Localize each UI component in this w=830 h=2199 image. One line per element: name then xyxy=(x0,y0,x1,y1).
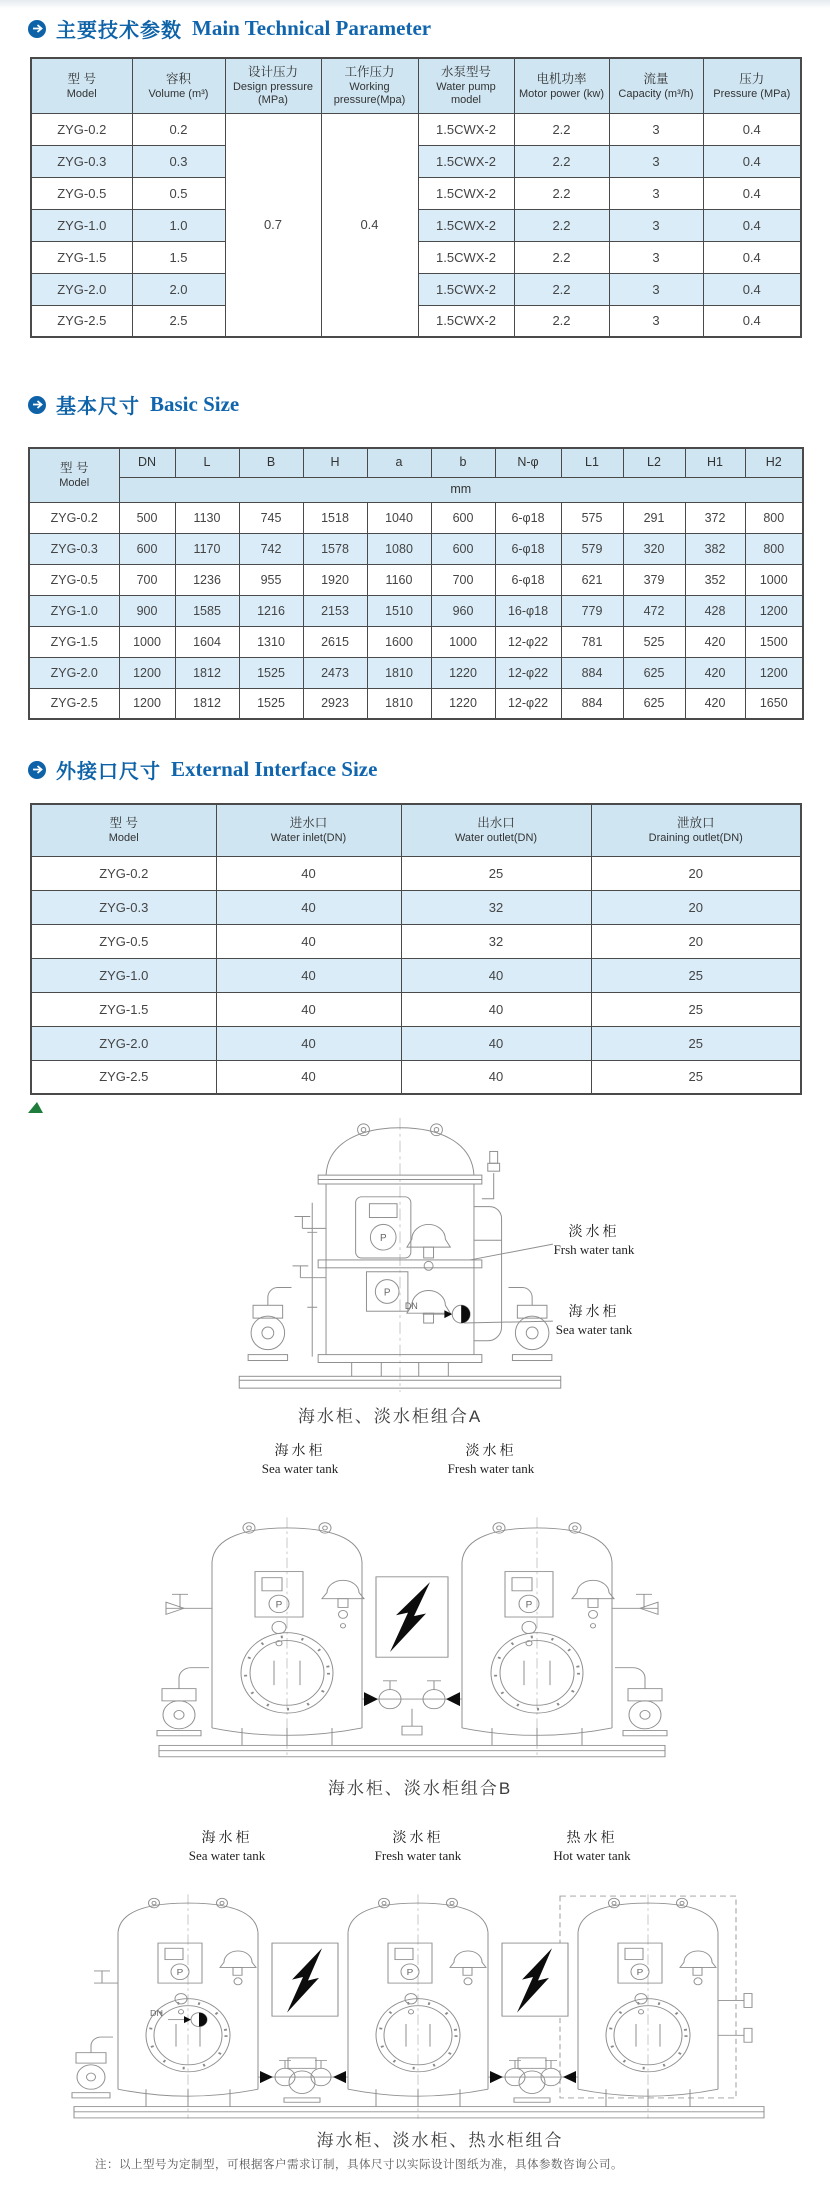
cell: 0.4 xyxy=(703,177,801,209)
cell: 3 xyxy=(609,177,703,209)
cell-design-pressure-merged: 0.7 xyxy=(225,113,321,337)
cell: 700 xyxy=(431,564,495,595)
cell: 884 xyxy=(561,688,623,719)
cell: ZYG-2.0 xyxy=(29,657,119,688)
cell: 781 xyxy=(561,626,623,657)
diagram-a-caption: 海水柜、淡水柜组合A xyxy=(297,1407,483,1426)
cell: 32 xyxy=(401,924,591,958)
cell: 1200 xyxy=(745,657,803,688)
section-title-zh: 基本尺寸 xyxy=(56,396,140,418)
table-row xyxy=(29,502,803,533)
cell: ZYG-2.0 xyxy=(31,273,132,305)
cell: 0.2 xyxy=(132,113,225,145)
cell: 2.2 xyxy=(514,209,609,241)
col-header-design-pressure: 设计压力 Design pressure (MPa) xyxy=(225,58,321,113)
cell: 420 xyxy=(685,688,745,719)
cell: 600 xyxy=(431,502,495,533)
hot-water-tank-label: 热水柜 Hot water tank xyxy=(553,1831,631,1864)
section-bullet-icon xyxy=(28,396,46,414)
col-header: H2 xyxy=(745,448,803,477)
cell: 1812 xyxy=(175,657,239,688)
cell: 40 xyxy=(401,992,591,1026)
cell: 800 xyxy=(745,533,803,564)
cell: 955 xyxy=(239,564,303,595)
cell: 0.4 xyxy=(703,145,801,177)
cell: 12-φ22 xyxy=(495,657,561,688)
cell: 3 xyxy=(609,305,703,337)
cell: 1525 xyxy=(239,657,303,688)
cell: 1000 xyxy=(119,626,175,657)
cell: 40 xyxy=(216,924,401,958)
cell: 779 xyxy=(561,595,623,626)
table-row xyxy=(29,564,803,595)
cell: 2.2 xyxy=(514,145,609,177)
section-bullet-icon xyxy=(28,761,46,779)
section-heading-main-parameters xyxy=(28,14,431,43)
cell: ZYG-1.0 xyxy=(31,209,132,241)
cell: 1810 xyxy=(367,688,431,719)
col-header-model: 型 号 Model xyxy=(31,58,132,113)
cell: 2153 xyxy=(303,595,367,626)
cell: 500 xyxy=(119,502,175,533)
cell: 1160 xyxy=(367,564,431,595)
svg-text:P: P xyxy=(406,1967,414,1978)
cell: 2923 xyxy=(303,688,367,719)
cell: 742 xyxy=(239,533,303,564)
cell: 1585 xyxy=(175,595,239,626)
cell: 40 xyxy=(401,1060,591,1094)
cell: 745 xyxy=(239,502,303,533)
section-title-zh: 外接口尺寸 xyxy=(56,761,161,783)
cell: 3 xyxy=(609,209,703,241)
cell: 25 xyxy=(591,992,801,1026)
diagram-combination-b xyxy=(102,1443,727,1771)
table-row xyxy=(29,657,803,688)
cell: 2.2 xyxy=(514,177,609,209)
cell: 20 xyxy=(591,890,801,924)
svg-text:P: P xyxy=(383,1287,391,1299)
cell: 2615 xyxy=(303,626,367,657)
cell: 2.2 xyxy=(514,241,609,273)
cell: 1220 xyxy=(431,688,495,719)
cell: 40 xyxy=(216,890,401,924)
table-row xyxy=(29,626,803,657)
cell: 3 xyxy=(609,113,703,145)
col-header: H xyxy=(303,448,367,477)
col-header-capacity: 流量 Capacity (m³/h) xyxy=(609,58,703,113)
table-header-row xyxy=(31,58,801,113)
cell: 372 xyxy=(685,502,745,533)
fresh-water-tank-label: 淡水柜 Frsh water tank xyxy=(553,1225,635,1258)
col-header: B xyxy=(239,448,303,477)
green-triangle-marker xyxy=(28,1102,43,1113)
cell: ZYG-1.5 xyxy=(31,241,132,273)
cell: 320 xyxy=(623,533,685,564)
cell: 1.5 xyxy=(132,241,225,273)
cell: 1500 xyxy=(745,626,803,657)
cell: ZYG-0.5 xyxy=(31,924,216,958)
fresh-water-tank-label: 淡水柜 Fresh water tank xyxy=(374,1831,462,1864)
cell: ZYG-0.2 xyxy=(31,113,132,145)
col-header: b xyxy=(431,448,495,477)
svg-text:P: P xyxy=(636,1967,644,1978)
cell: 1525 xyxy=(239,688,303,719)
cell: 420 xyxy=(685,626,745,657)
cell: 0.3 xyxy=(132,145,225,177)
cell: 884 xyxy=(561,657,623,688)
cell: 0.4 xyxy=(703,305,801,337)
cell: 900 xyxy=(119,595,175,626)
table-header-row xyxy=(29,448,803,477)
cell: ZYG-2.5 xyxy=(31,305,132,337)
cell: 6-φ18 xyxy=(495,502,561,533)
cell: 1000 xyxy=(745,564,803,595)
cell: 1.5CWX-2 xyxy=(418,113,514,145)
table-row xyxy=(31,992,801,1026)
cell: 6-φ18 xyxy=(495,533,561,564)
col-header-volume: 容积 Volume (m³) xyxy=(132,58,225,113)
table-row xyxy=(31,113,801,145)
cell: 25 xyxy=(591,958,801,992)
cell: ZYG-0.2 xyxy=(29,502,119,533)
main-parameter-table xyxy=(30,57,802,338)
cell: 32 xyxy=(401,890,591,924)
cell: 1310 xyxy=(239,626,303,657)
cell: 800 xyxy=(745,502,803,533)
cell: 3 xyxy=(609,273,703,305)
cell: 2.5 xyxy=(132,305,225,337)
cell: 352 xyxy=(685,564,745,595)
cell: 0.4 xyxy=(703,273,801,305)
cell: 600 xyxy=(431,533,495,564)
sea-water-tank-label: 海水柜 Sea water tank xyxy=(261,1444,339,1477)
cell: 1.5CWX-2 xyxy=(418,273,514,305)
cell: 0.4 xyxy=(703,113,801,145)
fresh-water-tank-label: 淡水柜 Fresh water tank xyxy=(447,1444,535,1477)
sea-water-tank-label: 海水柜 Sea water tank xyxy=(555,1305,633,1338)
cell: 1200 xyxy=(119,688,175,719)
table-row xyxy=(29,533,803,564)
col-header-water-outlet: 出水口 Water outlet(DN) xyxy=(401,804,591,856)
cell: 1040 xyxy=(367,502,431,533)
col-header-model: 型 号 Model xyxy=(29,448,119,502)
table-row xyxy=(31,1026,801,1060)
cell: 40 xyxy=(216,992,401,1026)
col-header-draining-outlet: 泄放口 Draining outlet(DN) xyxy=(591,804,801,856)
svg-text:P: P xyxy=(525,1599,533,1610)
cell: 579 xyxy=(561,533,623,564)
cell: ZYG-0.5 xyxy=(29,564,119,595)
cell: ZYG-2.5 xyxy=(29,688,119,719)
cell: 1.5CWX-2 xyxy=(418,209,514,241)
cell: 2.2 xyxy=(514,273,609,305)
cell: 12-φ22 xyxy=(495,688,561,719)
section-title-en: Main Technical Parameter xyxy=(192,16,432,40)
tank-drawing-b xyxy=(102,1479,727,1769)
col-header: N-φ xyxy=(495,448,561,477)
sea-water-tank-label: 海水柜 Sea water tank xyxy=(188,1831,266,1864)
cell: 525 xyxy=(623,626,685,657)
cell: 1170 xyxy=(175,533,239,564)
section-heading-external-interface xyxy=(28,755,377,784)
cell: 2.2 xyxy=(514,305,609,337)
table-row xyxy=(31,958,801,992)
cell: 1.5CWX-2 xyxy=(418,177,514,209)
cell: 25 xyxy=(401,856,591,890)
cell: 1920 xyxy=(303,564,367,595)
cell: 40 xyxy=(401,1026,591,1060)
col-header: L xyxy=(175,448,239,477)
cell: 0.4 xyxy=(703,209,801,241)
cell: 0.4 xyxy=(703,241,801,273)
col-header-model: 型 号 Model xyxy=(31,804,216,856)
cell: 472 xyxy=(623,595,685,626)
cell: ZYG-0.3 xyxy=(31,890,216,924)
diagram-combination-c xyxy=(58,1830,780,2126)
table-row xyxy=(31,924,801,958)
cell: ZYG-0.3 xyxy=(31,145,132,177)
cell: 428 xyxy=(685,595,745,626)
section-heading-basic-size xyxy=(28,390,239,419)
cell: 600 xyxy=(119,533,175,564)
diagram-c-caption: 海水柜、淡水柜、热水柜组合 xyxy=(316,2131,564,2150)
cell: 0.5 xyxy=(132,177,225,209)
col-header: L2 xyxy=(623,448,685,477)
cell: 1000 xyxy=(431,626,495,657)
cell: 40 xyxy=(401,958,591,992)
cell: 1518 xyxy=(303,502,367,533)
cell: 6-φ18 xyxy=(495,564,561,595)
cell: 2.2 xyxy=(514,113,609,145)
cell: ZYG-1.0 xyxy=(31,958,216,992)
cell: ZYG-2.0 xyxy=(31,1026,216,1060)
table-row xyxy=(29,688,803,719)
cell: 625 xyxy=(623,688,685,719)
cell: 1510 xyxy=(367,595,431,626)
cell: 1.0 xyxy=(132,209,225,241)
cell: 1600 xyxy=(367,626,431,657)
cell: 2473 xyxy=(303,657,367,688)
cell: 621 xyxy=(561,564,623,595)
table-header-row xyxy=(31,804,801,856)
col-header: H1 xyxy=(685,448,745,477)
table-unit-row xyxy=(29,477,803,502)
cell: ZYG-1.5 xyxy=(31,992,216,1026)
col-header-motor-power: 电机功率 Motor power (kw) xyxy=(514,58,609,113)
cell: 379 xyxy=(623,564,685,595)
cell: 1810 xyxy=(367,657,431,688)
svg-text:P: P xyxy=(379,1233,387,1245)
tank-drawing-c xyxy=(58,1870,780,2124)
cell: 575 xyxy=(561,502,623,533)
basic-size-table xyxy=(28,447,804,720)
cell: 2.0 xyxy=(132,273,225,305)
cell: 40 xyxy=(216,1026,401,1060)
svg-text:P: P xyxy=(176,1967,184,1978)
cell: 420 xyxy=(685,657,745,688)
footnote: 注：以上型号为定制型，可根据客户需求订制，具体尺寸以实际设计图纸为准，具体参数咨询公司。 xyxy=(95,2159,623,2171)
cell: 1604 xyxy=(175,626,239,657)
cell: 40 xyxy=(216,1060,401,1094)
cell: ZYG-0.2 xyxy=(31,856,216,890)
cell: 1.5CWX-2 xyxy=(418,145,514,177)
section-title-en: Basic Size xyxy=(150,392,240,416)
cell: 25 xyxy=(591,1060,801,1094)
cell: 3 xyxy=(609,241,703,273)
external-interface-table xyxy=(30,803,802,1095)
cell: ZYG-0.5 xyxy=(31,177,132,209)
cell: 1220 xyxy=(431,657,495,688)
cell: 291 xyxy=(623,502,685,533)
cell: 1080 xyxy=(367,533,431,564)
col-header: DN xyxy=(119,448,175,477)
table-row xyxy=(31,856,801,890)
cell: 16-φ18 xyxy=(495,595,561,626)
section-title-en: External Interface Size xyxy=(171,757,378,781)
section-title-zh: 主要技术参数 xyxy=(56,20,182,42)
cell: 1.5CWX-2 xyxy=(418,305,514,337)
col-header-pressure: 压力 Pressure (MPa) xyxy=(703,58,801,113)
cell: 12-φ22 xyxy=(495,626,561,657)
cell: 20 xyxy=(591,924,801,958)
cell: 1200 xyxy=(745,595,803,626)
cell: 382 xyxy=(685,533,745,564)
cell: 1650 xyxy=(745,688,803,719)
cell: 20 xyxy=(591,856,801,890)
unit-header-mm: mm xyxy=(119,477,803,502)
cell: 1578 xyxy=(303,533,367,564)
cell: 1236 xyxy=(175,564,239,595)
table-row xyxy=(31,890,801,924)
col-header: a xyxy=(367,448,431,477)
cell: ZYG-0.3 xyxy=(29,533,119,564)
col-header-working-pressure: 工作压力 Working pressure(Mpa) xyxy=(321,58,418,113)
table-row xyxy=(31,1060,801,1094)
cell: 1812 xyxy=(175,688,239,719)
cell: 1130 xyxy=(175,502,239,533)
cell: ZYG-1.5 xyxy=(29,626,119,657)
cell: 1200 xyxy=(119,657,175,688)
section-bullet-icon xyxy=(28,20,46,38)
col-header: L1 xyxy=(561,448,623,477)
cell: ZYG-2.5 xyxy=(31,1060,216,1094)
cell: 960 xyxy=(431,595,495,626)
col-header-pump-model: 水泵型号 Water pump model xyxy=(418,58,514,113)
cell: 3 xyxy=(609,145,703,177)
cell: ZYG-1.0 xyxy=(29,595,119,626)
cell: 1.5CWX-2 xyxy=(418,241,514,273)
svg-text:P: P xyxy=(275,1599,283,1610)
col-header-water-inlet: 进水口 Water inlet(DN) xyxy=(216,804,401,856)
diagram-b-caption: 海水柜、淡水柜组合B xyxy=(327,1779,513,1798)
cell: 40 xyxy=(216,856,401,890)
svg-text:DN: DN xyxy=(404,1301,418,1312)
table-row xyxy=(29,595,803,626)
cell: 625 xyxy=(623,657,685,688)
cell: 25 xyxy=(591,1026,801,1060)
svg-text:DN: DN xyxy=(150,2008,163,2018)
diagram-combination-a xyxy=(165,1112,635,1400)
cell-working-pressure-merged: 0.4 xyxy=(321,113,418,337)
cell: 1216 xyxy=(239,595,303,626)
cell: 700 xyxy=(119,564,175,595)
cell: 40 xyxy=(216,958,401,992)
